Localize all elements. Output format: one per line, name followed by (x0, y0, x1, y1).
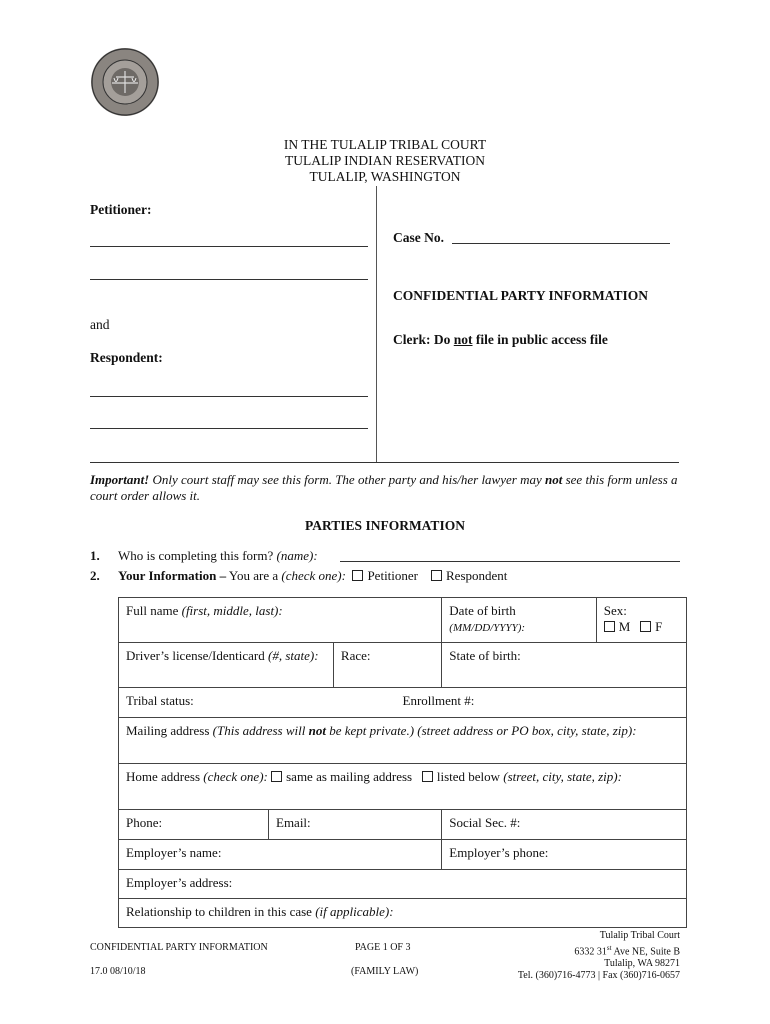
sex-m-checkbox[interactable] (604, 621, 615, 632)
footer-street (518, 942, 680, 958)
home-address-cell[interactable] (119, 764, 687, 810)
q2-label: Your Information – (118, 568, 227, 583)
footer-street-suffix: st (606, 944, 612, 952)
same-as-mailing-label: same as mailing address (286, 769, 413, 784)
race-label: Race: (340, 648, 371, 663)
listed-below-label: listed below (436, 769, 501, 784)
footer-street-rest: Ave NE, Suite B (611, 946, 680, 958)
petitioner-line-1[interactable] (90, 246, 368, 247)
mailing-address-cell[interactable] (119, 718, 687, 764)
employer-address-label: Employer’s address: (126, 875, 233, 890)
footer-street-number: 6332 31 (574, 946, 607, 958)
email-cell[interactable] (269, 810, 442, 840)
clerk-instruction (393, 332, 608, 348)
state-of-birth-cell[interactable] (442, 643, 687, 688)
header-line-2: TULALIP INDIAN RESERVATION (285, 153, 485, 168)
ssn-label: Social Sec. #: (449, 815, 521, 830)
footer-page-number: PAGE 1 OF 3 (355, 942, 411, 953)
same-as-mailing-checkbox[interactable] (271, 771, 282, 782)
relationship-hint: (if applicable): (315, 904, 394, 919)
sex-cell (596, 598, 686, 643)
q2-text (118, 568, 507, 584)
petitioner-option-label: Petitioner (367, 568, 418, 583)
table-row (119, 840, 687, 870)
notice-text-1: Only court staff may see this form. The other party and his/her lawyer may (149, 472, 545, 487)
mailing-not: not (308, 723, 326, 738)
tribal-status-label: Tribal status: (126, 693, 194, 708)
footer-court-name: Tulalip Tribal Court (599, 930, 680, 941)
enrollment-label: Enrollment #: (402, 693, 475, 708)
employer-phone-label: Employer’s phone: (449, 845, 549, 860)
full-name-hint: (first, middle, last): (181, 603, 283, 618)
case-no-field[interactable] (452, 243, 670, 244)
phone-cell[interactable] (119, 810, 269, 840)
respondent-option-label: Respondent (446, 568, 508, 583)
mailing-hint-2: be kept private.) (street address or PO box, city, state, zip): (325, 723, 637, 738)
form-title: CONFIDENTIAL PARTY INFORMATION (393, 288, 649, 303)
table-row (119, 643, 687, 688)
home-hint-2: (street, city, state, zip): (503, 769, 622, 784)
employer-name-label: Employer’s name: (126, 845, 222, 860)
relationship-label: Relationship to children in this case (126, 904, 316, 919)
respondent-line-2[interactable] (90, 428, 368, 429)
important-notice (90, 472, 680, 504)
q2-number: 2. (90, 568, 100, 583)
q1-text (118, 548, 318, 564)
footer-form-number: 17.0 08/10/18 (90, 966, 146, 977)
caption-bottom-rule (90, 462, 679, 463)
dob-hint: (MM/DD/YYYY): (449, 622, 526, 634)
section-title: PARTIES INFORMATION (305, 518, 465, 533)
clerk-post: file in public access file (472, 332, 608, 347)
respondent-checkbox[interactable] (431, 570, 442, 581)
notice-text-2: see this form unless a court order allows it. (90, 472, 678, 503)
q1-number: 1. (90, 548, 100, 563)
race-cell[interactable] (333, 643, 441, 688)
q1-hint: (name): (276, 548, 318, 563)
full-name-cell[interactable] (119, 598, 442, 643)
mailing-hint-1: (This address will (212, 723, 309, 738)
footer-court-address (518, 930, 680, 982)
home-hint: (check one): (203, 769, 268, 784)
tribal-cell[interactable] (119, 688, 687, 718)
full-name-label: Full name (126, 603, 182, 618)
clerk-pre: Clerk: Do (393, 332, 454, 347)
petitioner-label: Petitioner: (90, 202, 152, 217)
listed-below-checkbox[interactable] (422, 771, 433, 782)
table-row (119, 598, 687, 643)
employer-name-cell[interactable] (119, 840, 442, 870)
footer-case-type: (FAMILY LAW) (351, 966, 419, 977)
q2-text-span: You are a (226, 568, 282, 583)
party-info-table (118, 597, 687, 928)
court-header (0, 137, 770, 185)
table-row (119, 810, 687, 840)
notice-not: not (545, 472, 563, 487)
clerk-not: not (453, 332, 473, 347)
relationship-cell[interactable] (119, 899, 687, 928)
important-label: Important! (90, 472, 150, 487)
dl-label: Driver’s license/Identicard (126, 648, 268, 663)
sex-m-label: M (618, 619, 631, 634)
employer-address-cell[interactable] (119, 870, 687, 899)
email-label: Email: (276, 815, 311, 830)
header-line-1: IN THE TULALIP TRIBAL COURT (283, 137, 487, 152)
sex-label: Sex: (603, 603, 627, 618)
dl-hint: (#, state): (267, 648, 319, 663)
header-line-3: TULALIP, WASHINGTON (309, 169, 461, 184)
and-label: and (90, 317, 110, 332)
q1-question: Who is completing this form? (118, 548, 274, 563)
table-row (119, 688, 687, 718)
respondent-line-1[interactable] (90, 396, 368, 397)
q1-name-field[interactable] (340, 561, 680, 562)
table-row (119, 870, 687, 899)
footer-phone-fax: Tel. (360)716-4773 | Fax (360)716-0657 (517, 970, 680, 982)
sex-f-label: F (655, 619, 663, 634)
sex-f-checkbox[interactable] (640, 621, 651, 632)
footer-form-name: CONFIDENTIAL PARTY INFORMATION (90, 942, 268, 953)
table-row (119, 718, 687, 764)
caption-divider (376, 186, 377, 462)
home-label: Home address (126, 769, 204, 784)
table-row (119, 764, 687, 810)
q2-hint: (check one): (281, 568, 346, 583)
footer-city: Tulalip, WA 98271 (604, 958, 680, 970)
dob-label: Date of birth (449, 603, 516, 618)
tribal-court-seal (90, 47, 160, 117)
employer-phone-cell[interactable] (442, 840, 687, 870)
respondent-label: Respondent: (90, 350, 163, 365)
petitioner-line-2[interactable] (90, 279, 368, 280)
table-row (119, 899, 687, 928)
petitioner-checkbox[interactable] (352, 570, 363, 581)
mailing-label: Mailing address (126, 723, 213, 738)
case-no-label: Case No. (393, 230, 444, 245)
state-of-birth-label: State of birth: (449, 648, 521, 663)
dob-cell[interactable] (442, 598, 596, 643)
phone-label: Phone: (126, 815, 163, 830)
dl-cell[interactable] (119, 643, 334, 688)
ssn-cell[interactable] (442, 810, 687, 840)
